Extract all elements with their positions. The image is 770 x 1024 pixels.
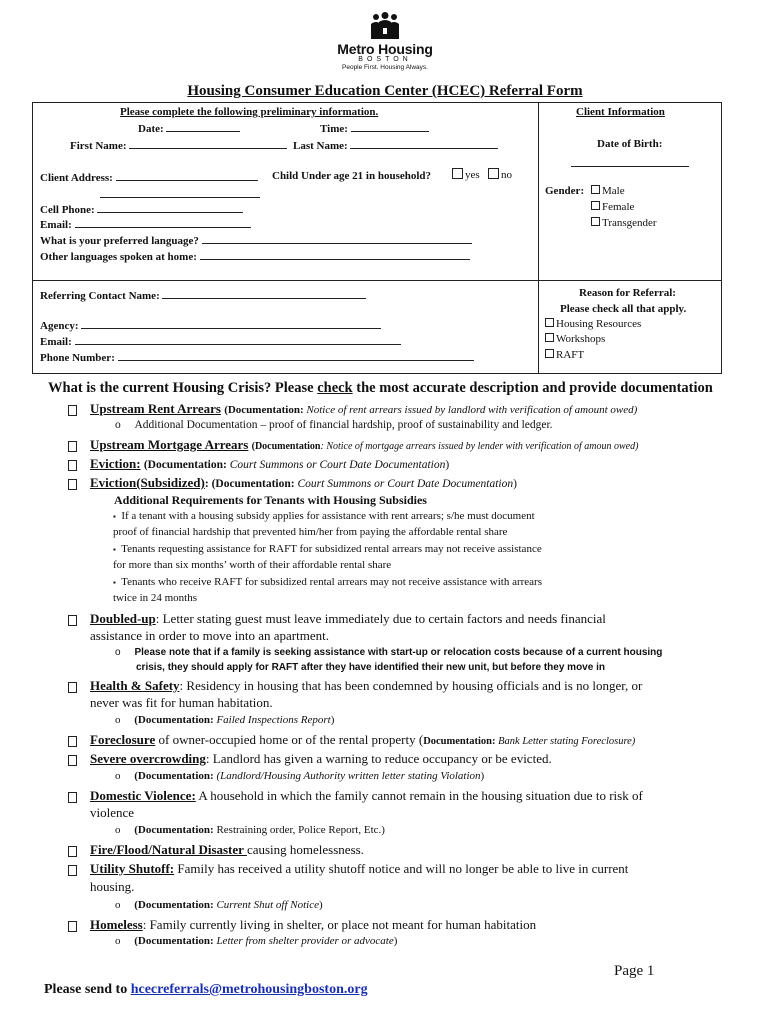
client-address-line2[interactable] bbox=[100, 185, 260, 203]
dob-label: Date of Birth: bbox=[597, 138, 663, 150]
female-checkbox[interactable] bbox=[591, 201, 600, 210]
reason-instruction: Please check all that apply. bbox=[560, 303, 687, 315]
health-safety-doc: o (Documentation: Failed Inspections Report) bbox=[115, 714, 335, 726]
subsidy-bullet-2-cont: for more than six months’ worth of their affordable rental share bbox=[113, 559, 392, 571]
child-yes-option[interactable]: yes bbox=[452, 168, 480, 181]
utility-shutoff-doc: o (Documentation: Current Shut off Notice) bbox=[115, 899, 323, 911]
item-severe-overcrowding[interactable]: Severe overcrowding: Landlord has given a warning to reduce occupancy or be evicted. bbox=[90, 751, 552, 767]
homeless-doc: o (Documentation: Letter from shelter provider or advocate) bbox=[115, 935, 398, 947]
doubled-up-note: o Please note that if a family is seeking assistance with start-up or relocation costs because of a current housing bbox=[115, 647, 663, 658]
cell-phone-field[interactable]: Cell Phone: bbox=[40, 202, 243, 216]
item-health-safety[interactable]: Health & Safety: Residency in housing that has been condemned by housing officials and is no longer, or bbox=[90, 678, 642, 694]
gender-transgender-option[interactable]: Transgender bbox=[591, 217, 657, 229]
subsidy-bullet-2: ▪ Tenants requesting assistance for RAFT for subsidized rental arrears may not receive assistance bbox=[113, 543, 542, 555]
other-languages-field[interactable]: Other languages spoken at home: bbox=[40, 249, 470, 263]
yes-checkbox[interactable] bbox=[452, 168, 463, 179]
client-address-field[interactable]: Client Address: bbox=[40, 170, 258, 184]
form-title: Housing Consumer Education Center (HCEC) Referral Form bbox=[187, 83, 583, 99]
subsidy-bullet-3-cont: twice in 24 months bbox=[113, 592, 198, 604]
first-name-field[interactable]: First Name: bbox=[70, 138, 287, 152]
workshops-checkbox[interactable] bbox=[545, 333, 554, 342]
table-divider-horizontal bbox=[32, 280, 722, 281]
subsidy-bullet-3: ▪ Tenants who receive RAFT for subsidized rental arrears may not receive assistance with arrears bbox=[113, 576, 542, 588]
overcrowding-doc: o (Documentation: (Landlord/Housing Authority written letter stating Violation) bbox=[115, 770, 485, 782]
upstream-rent-checkbox[interactable] bbox=[68, 405, 77, 416]
doubled-up-checkbox[interactable] bbox=[68, 615, 77, 626]
raft-checkbox[interactable] bbox=[545, 349, 554, 358]
gender-group: Gender: bbox=[545, 185, 585, 197]
referring-phone-field[interactable]: Phone Number: bbox=[40, 350, 474, 364]
logo-city: BOSTON bbox=[358, 56, 412, 63]
referring-email-field[interactable]: Email: bbox=[40, 334, 401, 348]
housing-resources-checkbox[interactable] bbox=[545, 318, 554, 327]
child-no-option[interactable]: no bbox=[488, 168, 512, 181]
family-logo-icon bbox=[367, 12, 403, 40]
utility-shutoff-cont: housing. bbox=[90, 879, 135, 894]
date-field[interactable]: Date: bbox=[138, 121, 240, 135]
domestic-violence-cont: violence bbox=[90, 805, 135, 820]
client-info-header: Client Information bbox=[576, 106, 665, 118]
prelim-header: Please complete the following preliminary information. bbox=[120, 106, 379, 118]
gender-female-option[interactable]: Female bbox=[591, 201, 634, 213]
subsidy-bullet-1: ▪ If a tenant with a housing subsidy applies for assistance with rent arrears; s/he must document bbox=[113, 510, 535, 522]
send-to-line: Please send to hcecreferrals@metrohousingboston.org bbox=[44, 982, 368, 997]
referring-contact-field[interactable]: Referring Contact Name: bbox=[40, 288, 366, 302]
item-doubled-up[interactable]: Doubled-up: Letter stating guest must leave immediately due to certain factors and needs financial bbox=[90, 611, 606, 627]
item-homeless[interactable]: Homeless: Family currently living in shelter, or place not meant for human habitation bbox=[90, 917, 536, 933]
logo-name: Metro Housing bbox=[337, 41, 433, 57]
item-upstream-rent-arrears[interactable]: Upstream Rent Arrears (Documentation: Notice of rent arrears issued by landlord with verification of amount owed) bbox=[90, 401, 637, 417]
metro-housing-logo bbox=[300, 12, 470, 71]
item-foreclosure[interactable]: Foreclosure of owner-occupied home or of the rental property (Documentation: Bank Letter stating Foreclosure) bbox=[90, 732, 635, 748]
item-utility-shutoff[interactable]: Utility Shutoff: Family has received a utility shutoff notice and will no longer be able to live in current bbox=[90, 861, 628, 877]
email-link[interactable]: hcecreferrals@metrohousingboston.org bbox=[130, 982, 368, 997]
housing-crisis-question: What is the current Housing Crisis? Please check the most accurate description and provide documentation bbox=[48, 380, 713, 396]
last-name-field[interactable]: Last Name: bbox=[293, 138, 498, 152]
subsidy-bullet-1-cont: proof of financial hardship that prevented him/her from paying the affordable rental share bbox=[113, 526, 508, 538]
child-under-21-question: Child Under age 21 in household? bbox=[272, 170, 432, 182]
item-domestic-violence[interactable]: Domestic Violence: A household in which the family cannot remain in the housing situation due to risk of bbox=[90, 788, 643, 804]
fire-checkbox[interactable] bbox=[68, 846, 77, 857]
item-eviction-subsidized[interactable]: Eviction(Subsidized): (Documentation: Court Summons or Court Date Documentation) bbox=[90, 475, 517, 491]
domestic-violence-doc: o (Documentation: Restraining order, Police Report, Etc.) bbox=[115, 824, 385, 836]
reason-housing-resources-option[interactable]: Housing Resources bbox=[545, 318, 641, 330]
foreclosure-checkbox[interactable] bbox=[68, 736, 77, 747]
eviction-checkbox[interactable] bbox=[68, 460, 77, 471]
page-number: Page 1 bbox=[614, 963, 655, 979]
item-eviction[interactable]: Eviction: (Documentation: Court Summons or Court Date Documentation) bbox=[90, 456, 449, 472]
doubled-up-note-cont: crisis, they should apply for RAFT after they have identified their new unit, but before they move in bbox=[136, 662, 605, 673]
domestic-violence-checkbox[interactable] bbox=[68, 792, 77, 803]
reason-workshops-option[interactable]: Workshops bbox=[545, 333, 605, 345]
client-email-field[interactable]: Email: bbox=[40, 217, 251, 231]
upstream-mortgage-checkbox[interactable] bbox=[68, 441, 77, 452]
transgender-checkbox[interactable] bbox=[591, 217, 600, 226]
no-checkbox[interactable] bbox=[488, 168, 499, 179]
male-checkbox[interactable] bbox=[591, 185, 600, 194]
health-safety-checkbox[interactable] bbox=[68, 682, 77, 693]
item-fire-flood-disaster[interactable]: Fire/Flood/Natural Disaster causing homelessness. bbox=[90, 842, 364, 858]
subsidy-requirements-header: Additional Requirements for Tenants with Housing Subsidies bbox=[114, 493, 427, 507]
dob-field[interactable] bbox=[571, 154, 689, 172]
doubled-up-cont: assistance in order to move into an apartment. bbox=[90, 628, 329, 643]
time-field[interactable]: Time: bbox=[320, 121, 429, 135]
overcrowding-checkbox[interactable] bbox=[68, 755, 77, 766]
eviction-subsidized-checkbox[interactable] bbox=[68, 479, 77, 490]
item-upstream-mortgage-arrears[interactable]: Upstream Mortgage Arrears (Documentation: Notice of mortgage arrears issued by lender with verification of amoun owed) bbox=[90, 437, 638, 453]
table-divider-vertical bbox=[538, 102, 539, 374]
agency-field[interactable]: Agency: bbox=[40, 318, 381, 332]
preferred-language-field[interactable]: What is your preferred language? bbox=[40, 233, 472, 247]
reason-raft-option[interactable]: RAFT bbox=[545, 349, 584, 361]
homeless-checkbox[interactable] bbox=[68, 921, 77, 932]
gender-male-option[interactable]: Male bbox=[591, 185, 625, 197]
logo-tagline: People First. Housing Always. bbox=[342, 64, 428, 71]
reason-header: Reason for Referral: bbox=[579, 287, 676, 299]
health-safety-cont: never was fit for human habitation. bbox=[90, 695, 273, 710]
upstream-rent-sub: o Additional Documentation – proof of financial hardship, proof of sustainability and ledger. bbox=[115, 419, 553, 431]
utility-shutoff-checkbox[interactable] bbox=[68, 865, 77, 876]
